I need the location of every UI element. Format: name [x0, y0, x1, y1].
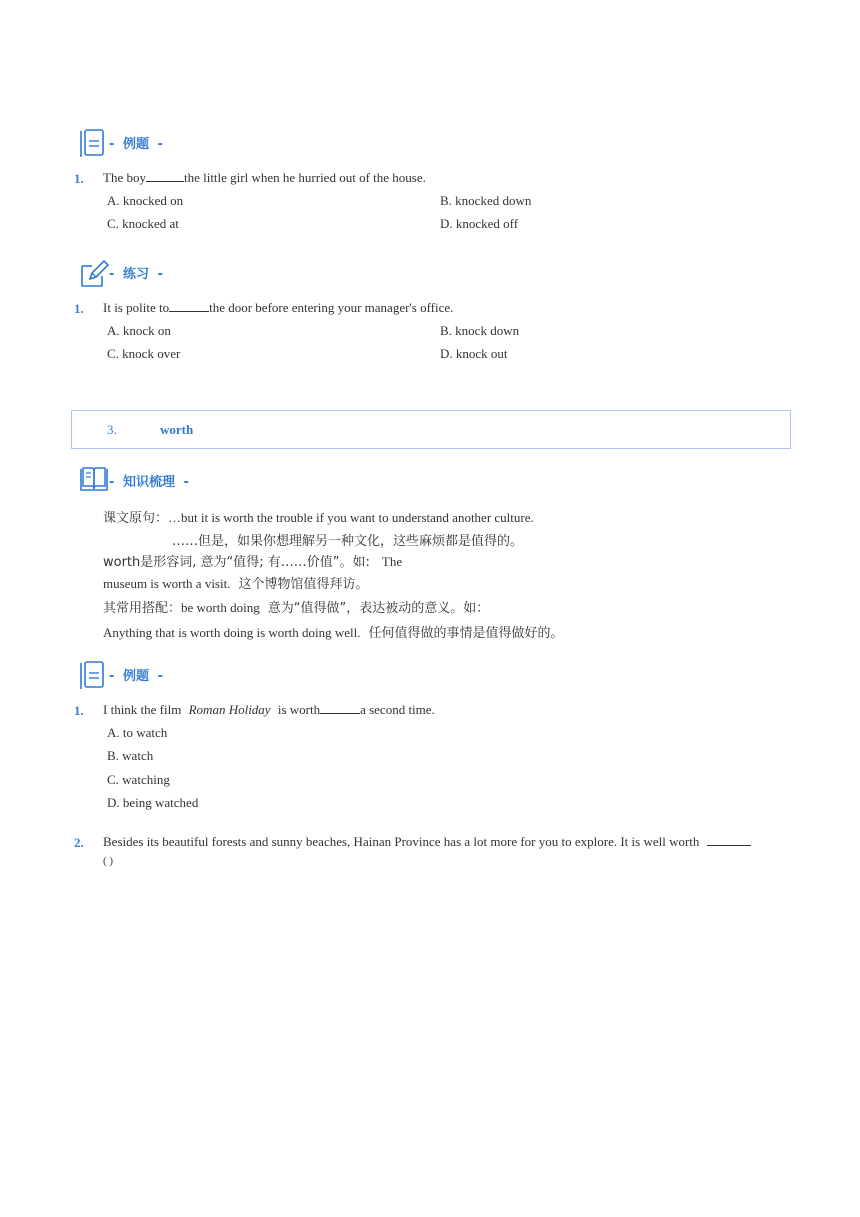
example-start: The	[381, 554, 403, 569]
question-stem	[103, 834, 751, 850]
document-icon	[79, 128, 107, 158]
section-example-header	[79, 660, 199, 690]
option-b[interactable]: B. knock down	[440, 323, 520, 338]
knowledge-line-definition	[103, 551, 402, 571]
book-icon	[79, 465, 109, 493]
proverb-translation: 任何值得做的事情是值得做好的。	[368, 626, 564, 641]
stem-text: Besides its beautiful forests and sunny beaches, Hainan Province has a lot more for you to explore. It is well worth	[103, 834, 700, 849]
answer-blank[interactable]	[146, 170, 184, 182]
knowledge-line-original	[103, 507, 534, 527]
section-knowledge-header	[79, 465, 229, 495]
question-stem	[103, 702, 435, 718]
original-sentence-translation: ……但是，如果你想理解另一种文化，这些麻烦都是值得的。	[172, 534, 524, 549]
option-a[interactable]: A. knocked on	[107, 193, 184, 208]
knowledge-point-box	[71, 410, 791, 449]
option-c[interactable]: C. knocked at	[107, 216, 179, 231]
stem-before: The boy	[103, 170, 146, 185]
knowledge-point-number: 3.	[107, 422, 117, 437]
option-a[interactable]: A. to watch	[107, 725, 168, 740]
section-title: 知识梳理	[122, 475, 175, 490]
film-title: Roman Holiday	[188, 702, 271, 717]
question-stem	[103, 300, 453, 316]
header-dash-left: -	[109, 267, 115, 282]
option-d[interactable]: D. knocked off	[440, 216, 519, 231]
stem-after: the little girl when he hurried out of the house.	[183, 170, 426, 185]
section-title: 例题	[122, 669, 149, 684]
option-b[interactable]: B. knocked down	[440, 193, 532, 208]
stem-after: the door before entering your manager's office.	[209, 300, 454, 315]
section-practice-header	[79, 258, 199, 288]
option-c[interactable]: C. watching	[107, 772, 170, 787]
header-dash-left: -	[109, 137, 115, 152]
example-translation: 这个博物馆值得拜访。	[238, 577, 369, 592]
knowledge-line-example	[103, 573, 368, 593]
option-c[interactable]: C. knock over	[107, 346, 181, 361]
answer-blank[interactable]	[169, 300, 209, 312]
question-number: 1.	[74, 171, 84, 186]
option-a[interactable]: A. knock on	[107, 323, 171, 338]
answer-blank[interactable]	[707, 834, 751, 846]
header-dash-right: -	[157, 669, 163, 684]
header-dash-right: -	[183, 475, 189, 490]
question-number: 1.	[74, 703, 84, 718]
knowledge-line-collocation	[103, 597, 489, 617]
question-number: 2.	[74, 835, 84, 850]
definition-text: worth是形容词, 意为“值得; 有……价值”。如:	[103, 555, 370, 570]
option-d[interactable]: D. being watched	[107, 795, 199, 810]
section-example-header	[79, 128, 199, 158]
example-sentence: museum is worth a visit.	[103, 576, 231, 591]
question-stem	[103, 170, 426, 186]
knowledge-point-word: worth	[160, 422, 194, 437]
knowledge-line-proverb	[103, 622, 563, 642]
stem-before: I think the film	[103, 702, 182, 717]
option-d[interactable]: D. knock out	[440, 346, 508, 361]
section-title: 练习	[122, 267, 149, 282]
collocation-label: 其常用搭配：	[103, 601, 182, 616]
document-icon	[79, 660, 107, 690]
stem-mid: is worth	[277, 702, 321, 717]
pencil-icon	[79, 258, 109, 288]
stem-before: It is polite to	[103, 300, 170, 315]
header-dash-right: -	[157, 137, 163, 152]
answer-blank[interactable]	[320, 702, 360, 714]
answer-parentheses: ( )	[103, 855, 114, 867]
question-number: 1.	[74, 301, 84, 316]
collocation-phrase: be worth doing	[181, 600, 260, 615]
header-dash-right: -	[157, 267, 163, 282]
header-dash-left: -	[109, 475, 115, 490]
collocation-explanation: 意为“值得做”，表达被动的意义。如：	[267, 601, 490, 616]
original-sentence-label: 课文原句：	[103, 511, 169, 526]
section-title: 例题	[122, 137, 149, 152]
stem-after: a second time.	[360, 702, 435, 717]
header-dash-left: -	[109, 669, 115, 684]
option-b[interactable]: B. watch	[107, 748, 154, 763]
proverb-sentence: Anything that is worth doing is worth doing well.	[103, 625, 361, 640]
original-sentence: …but it is worth the trouble if you want to understand another culture.	[168, 510, 534, 525]
